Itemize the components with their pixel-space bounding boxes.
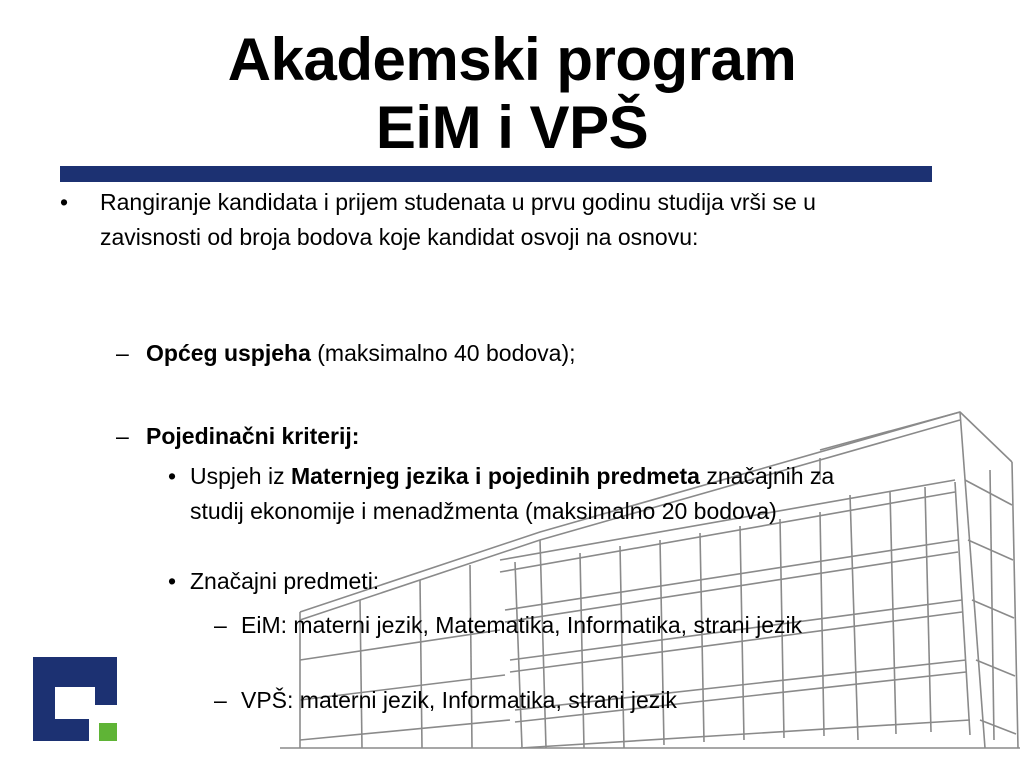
logo [33, 657, 117, 741]
bold-label: Općeg uspjeha [146, 340, 311, 366]
item-text: značajnih za studij ekonomije i menadžmenta (maksimalno 20 bodova) [190, 463, 835, 524]
list-item-eim [241, 608, 891, 643]
dash-symbol: – [116, 423, 129, 449]
dash-symbol: – [116, 340, 129, 366]
title-line-2: EiM i VPŠ [375, 94, 649, 161]
list-item-vps [241, 683, 891, 718]
list-item-uspjeh [190, 459, 840, 529]
item-text: Značajni predmeti: [190, 568, 380, 594]
dash-symbol: – [214, 687, 227, 713]
bullet-symbol: • [168, 463, 177, 489]
item-text: EiM: materni jezik, Matematika, Informatika, strani jezik [241, 612, 803, 638]
list-item-opci-uspjeh [146, 336, 906, 371]
item-prefix: Uspjeh iz [190, 463, 291, 489]
item-text: VPŠ: materni jezik, Informatika, strani jezik [241, 687, 677, 713]
list-item-text: Rangiranje kandidata i prijem studenata u prvu godinu studija vrši se u zavisnosti od broja bodova koje kandidat osvoji na osnovu: [100, 189, 816, 250]
title-line-1: Akademski program [227, 26, 797, 93]
item-text: (maksimalno 40 bodova); [310, 340, 576, 366]
list-item-znacajni-predmeti [190, 564, 840, 599]
bullet-symbol: • [168, 568, 177, 594]
list-item-main [100, 185, 900, 255]
list-item-pojedinacni-kriterij [146, 419, 906, 454]
bullet-symbol: • [60, 189, 69, 215]
bold-label: Pojedinačni kriterij: [146, 423, 360, 449]
bold-label: Maternjeg jezika i pojedinih predmeta [290, 463, 700, 489]
dash-symbol: – [214, 612, 227, 638]
